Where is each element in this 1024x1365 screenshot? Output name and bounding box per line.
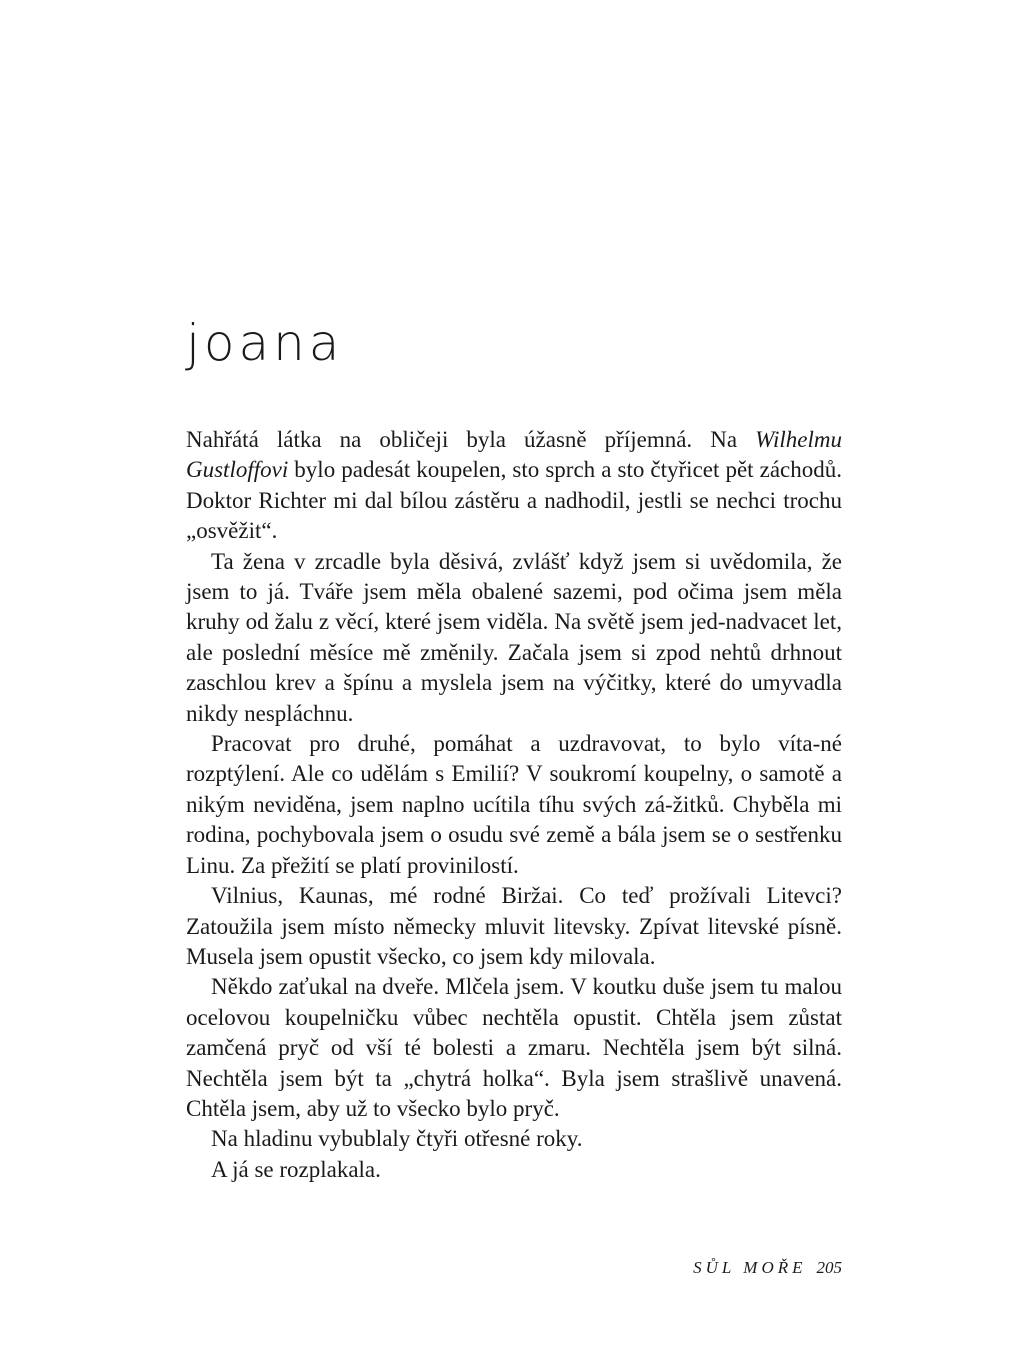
paragraph-3: Pracovat pro druhé, pomáhat a uzdravovat, to bylo víta-né rozptýlení. Ale co udělám s Emilií? V soukromí koupelny, o samotě a nikým neviděna, jsem naplno ucítila tíhu svých zá-žitků. Chyběla mi rodina, pochybovala jsem o osudu své země a bála jsem se o sestřenku Linu. Za přežití se platí provinilostí. xyxy=(186,731,842,878)
paragraph-2: Ta žena v zrcadle byla děsivá, zvlášť když jsem si uvědomila, že jsem to já. Tváře jsem měla obalené sazemi, pod očima jsem měla kruhy od žalu z věcí, které jsem viděla. Na světě jsem jed-nadvacet let, ale poslední měsíce mě změnily. Začala jsem si zpod nehtů drhnout zaschlou krev a špínu a myslela jsem na výčitky, které do umyvadla nikdy nespláchnu. xyxy=(186,548,842,726)
chapter-body xyxy=(186,425,842,1185)
page-number: 205 xyxy=(816,1258,842,1277)
page-footer xyxy=(693,1258,842,1278)
chapter-title: joana xyxy=(186,314,344,372)
paragraph-1 xyxy=(186,425,842,547)
paragraph-5: Někdo zaťukal na dveře. Mlčela jsem. V koutku duše jsem tu malou ocelovou koupelničku vůbec nechtěla opustit. Chtěla jsem zůstat zamčená pryč od vší té bolesti a zmaru. Nechtěla jsem být silná. Nechtěla jsem být ta „chytrá holka“. Byla jsem strašlivě unavená. Chtěla jsem, aby už to všecko bylo pryč. xyxy=(186,974,842,1121)
paragraph-1-text-end: bylo padesát koupelen, sto sprch a sto čtyřicet pět záchodů. Doktor Richter mi dal bílou zástěru a nadhodil, jestli se nechci trochu „osvěžit“. xyxy=(186,457,842,544)
paragraph-1-text-start: Nahřátá látka na obličeji byla úžasně příjemná. Na xyxy=(186,427,756,452)
ship-name: Wilhelmu Gustloffovi xyxy=(186,427,842,483)
paragraph-7: A já se rozplakala. xyxy=(211,1156,381,1182)
paragraph-4: Vilnius, Kaunas, mé rodné Biržai. Co teď prožívali Litevci? Zatoužila jsem místo německy mluvit litevsky. Zpívat litevské písně. Musela jsem opustit všecko, co jsem kdy milovala. xyxy=(186,883,842,969)
running-footer-title: SŮL MOŘE xyxy=(693,1258,807,1277)
paragraph-6: Na hladinu vybublaly čtyři otřesné roky. xyxy=(211,1126,583,1152)
